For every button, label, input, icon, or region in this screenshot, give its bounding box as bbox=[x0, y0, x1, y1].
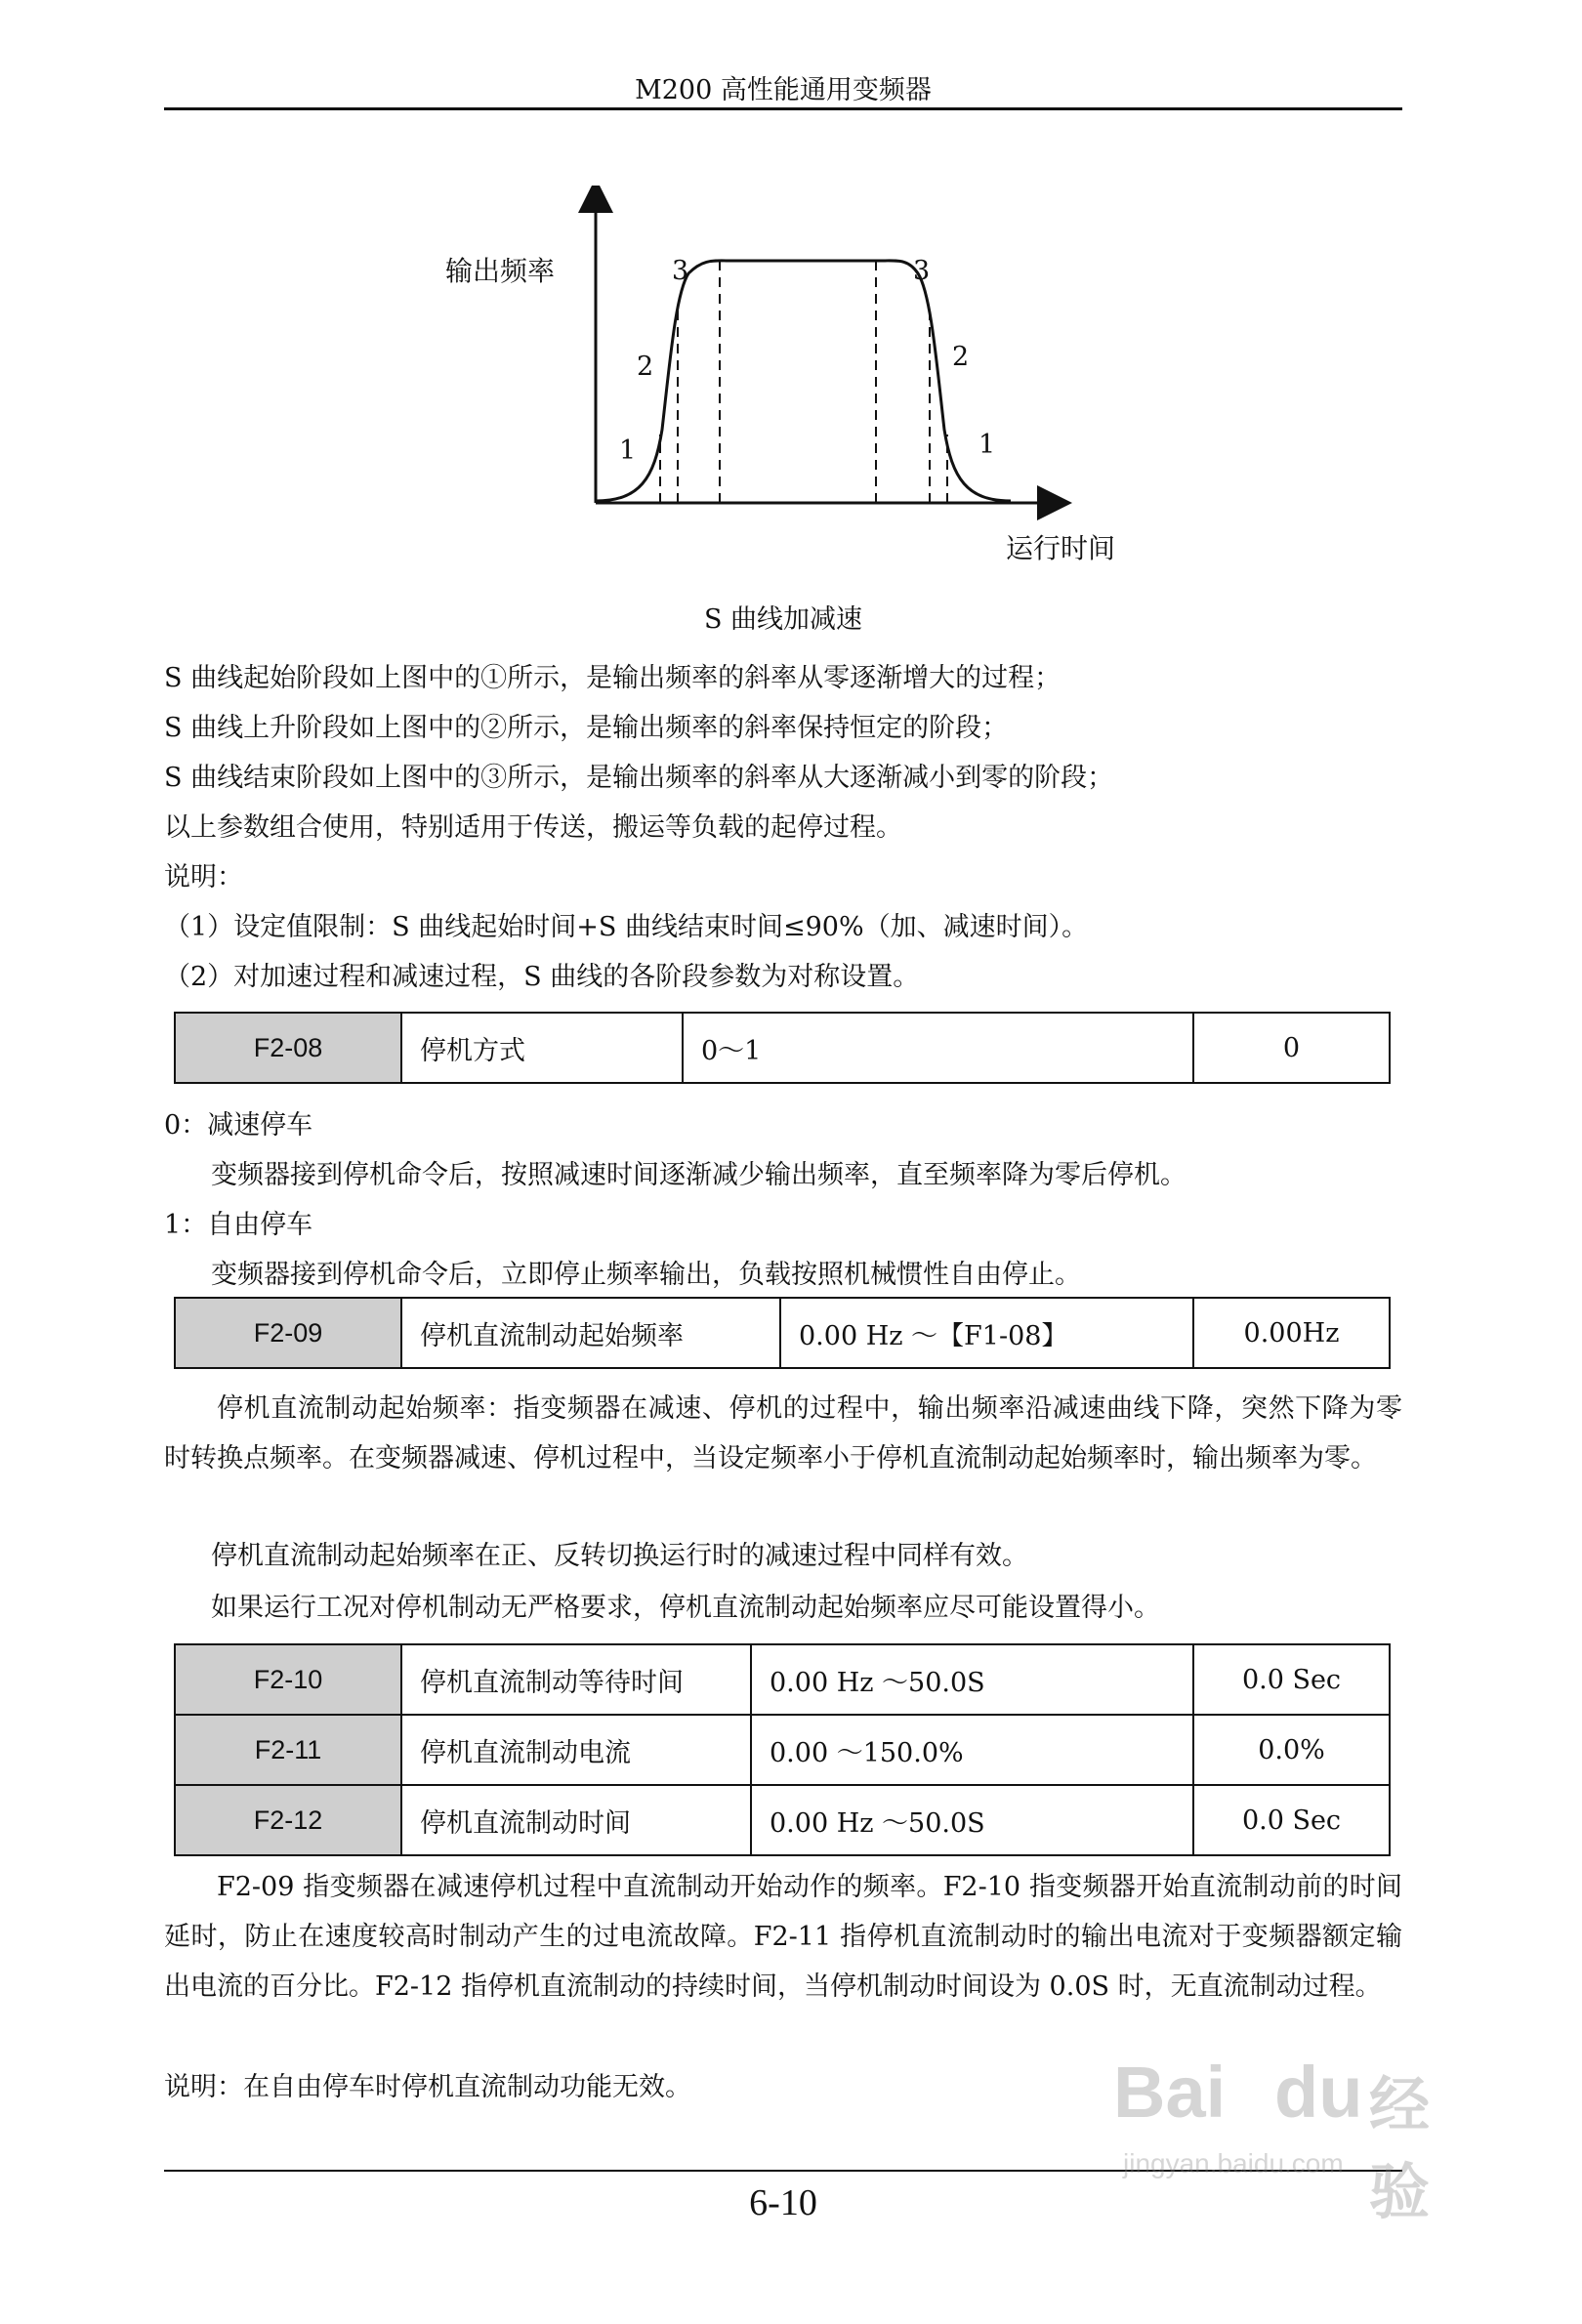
paragraph: 停机直流制动起始频率在正、反转切换运行时的减速过程中同样有效。 bbox=[211, 1541, 1028, 1571]
param-code: F2-09 bbox=[175, 1298, 401, 1368]
param-range: 0.00 ～150.0% bbox=[751, 1715, 1193, 1785]
segment-label: 2 bbox=[637, 352, 654, 382]
param-default: 0.0 Sec bbox=[1193, 1785, 1390, 1855]
param-table-f2-10-12 bbox=[174, 1643, 1391, 1856]
table-row bbox=[175, 1013, 1390, 1083]
text-line: 以上参数组合使用，特别适用于传送，搬运等负载的起停过程。 bbox=[164, 812, 902, 843]
table-row bbox=[175, 1298, 1390, 1368]
final-note: 说明：在自由停车时停机直流制动功能无效。 bbox=[164, 2072, 691, 2102]
param-default: 0.0 Sec bbox=[1193, 1644, 1390, 1715]
param-name: 停机直流制动等待时间 bbox=[401, 1644, 751, 1715]
note-item: （1）设定值限制：S 曲线起始时间+S 曲线结束时间≤90%（加、减速时间）。 bbox=[164, 912, 1089, 942]
option-title: 1：自由停车 bbox=[164, 1210, 313, 1240]
param-code: F2-12 bbox=[175, 1785, 401, 1855]
param-range: 0.00 Hz ～50.0S bbox=[751, 1644, 1193, 1715]
param-name: 停机直流制动电流 bbox=[401, 1715, 751, 1785]
segment-label: 2 bbox=[952, 342, 970, 372]
s-curve-figure bbox=[420, 186, 1182, 605]
param-default: 0.0% bbox=[1193, 1715, 1390, 1785]
text-line: S 曲线起始阶段如上图中的①所示，是输出频率的斜率从零逐渐增大的过程； bbox=[164, 663, 1062, 693]
watermark-brand: Bai bbox=[1113, 2052, 1227, 2133]
param-code: F2-11 bbox=[175, 1715, 401, 1785]
param-name: 停机直流制动起始频率 bbox=[401, 1298, 780, 1368]
text-line: S 曲线上升阶段如上图中的②所示，是输出频率的斜率保持恒定的阶段； bbox=[164, 713, 1009, 743]
text-line: S 曲线结束阶段如上图中的③所示，是输出频率的斜率从大逐渐减小到零的阶段； bbox=[164, 763, 1114, 793]
segment-label: 3 bbox=[913, 256, 931, 286]
watermark-url: jingyan.baidu.com bbox=[1123, 2148, 1344, 2179]
option-title: 0：减速停车 bbox=[164, 1110, 313, 1141]
note-item: （2）对加速过程和减速过程，S 曲线的各阶段参数为对称设置。 bbox=[164, 962, 920, 992]
param-default: 0.00Hz bbox=[1193, 1298, 1390, 1368]
paragraph: 停机直流制动起始频率：指变频器在减速、停机的过程中，输出频率沿减速曲线下降，突然下降为零时转换点频率。在变频器减速、停机过程中，当设定频率小于停机直流制动起始频率时，输出频率为零。 bbox=[164, 1393, 1402, 1473]
param-range: 0.00 Hz ～50.0S bbox=[751, 1785, 1193, 1855]
param-table-f2-09 bbox=[174, 1297, 1391, 1369]
table-row bbox=[175, 1715, 1390, 1785]
param-code: F2-08 bbox=[175, 1013, 401, 1083]
paragraph: F2-09 指变频器在减速停机过程中直流制动开始动作的频率。F2-10 指变频器开始直流制动前的时间延时，防止在速度较高时制动产生的过电流故障。F2-11 指停机直流制动时的输出电流对于变频器额定输出电流的百分比。F2-12 指停机直流制动的持续时间，当停机制动时间设为 0.0S 时，无直流制动过程。 bbox=[164, 1872, 1402, 2002]
param-range: 0.00 Hz ～【F1-08】 bbox=[780, 1298, 1193, 1368]
figure-caption: S 曲线加减速 bbox=[703, 604, 863, 635]
y-axis-label: 输出频率 bbox=[445, 255, 556, 287]
watermark-brand: du bbox=[1274, 2052, 1363, 2133]
option-desc: 变频器接到停机命令后，立即停止频率输出，负载按照机械惯性自由停止。 bbox=[211, 1260, 1081, 1290]
header-rule bbox=[164, 107, 1402, 110]
baidu-watermark bbox=[1113, 2031, 1484, 2226]
segment-label: 1 bbox=[619, 436, 637, 466]
s-curve bbox=[596, 261, 1011, 501]
table-row bbox=[175, 1785, 1390, 1855]
param-range: 0～1 bbox=[683, 1013, 1193, 1083]
segment-label: 3 bbox=[672, 256, 689, 286]
page-header: M200 高性能通用变频器 bbox=[635, 75, 932, 105]
param-table-f2-08 bbox=[174, 1012, 1391, 1084]
param-default: 0 bbox=[1193, 1013, 1390, 1083]
note-title: 说明： bbox=[164, 862, 243, 892]
paragraph: 如果运行工况对停机制动无严格要求，停机直流制动起始频率应尽可能设置得小。 bbox=[211, 1593, 1160, 1623]
table-row bbox=[175, 1644, 1390, 1715]
x-axis-label: 运行时间 bbox=[1006, 532, 1116, 564]
segment-label: 1 bbox=[978, 430, 996, 460]
page-number: 6-10 bbox=[749, 2182, 817, 2223]
option-desc: 变频器接到停机命令后，按照减速时间逐渐减少输出频率，直至频率降为零后停机。 bbox=[211, 1160, 1186, 1190]
param-name: 停机直流制动时间 bbox=[401, 1785, 751, 1855]
param-name: 停机方式 bbox=[401, 1013, 683, 1083]
watermark-brand: 经验 bbox=[1369, 2072, 1431, 2226]
param-code: F2-10 bbox=[175, 1644, 401, 1715]
